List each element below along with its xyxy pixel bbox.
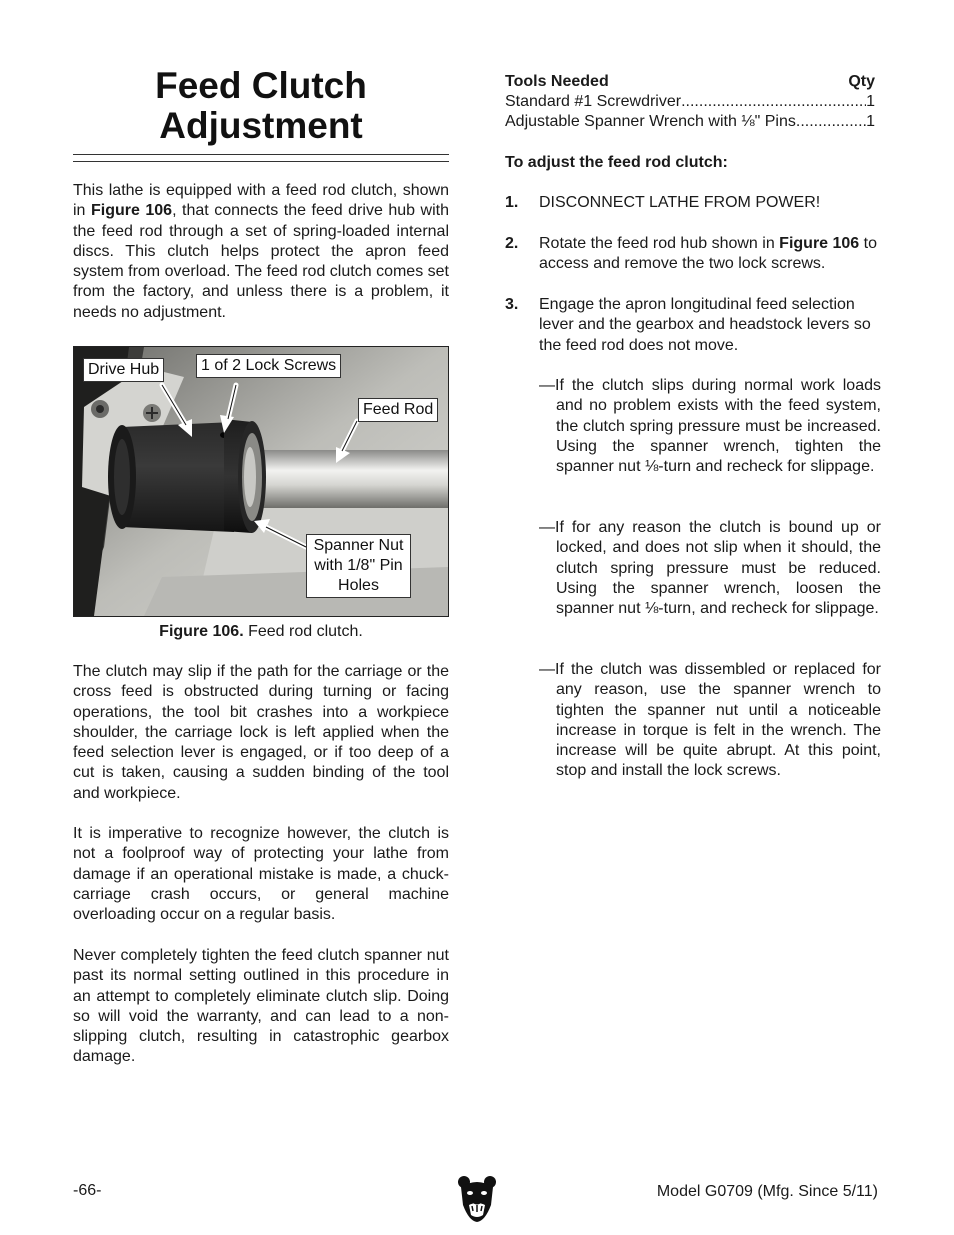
intro-paragraph	[73, 181, 449, 323]
sub-step-dissembled: —If the clutch was dissembled or replaced for any reason, use the spanner wrench to tighten the spanner nut until a noticeable increase in torque is felt in the wrench. The increase will be quite abrupt. At this point, stop and install the lock screws.	[539, 661, 881, 780]
title-rule-bottom	[73, 161, 449, 162]
callout-feed-rod	[358, 398, 438, 422]
figure-caption	[73, 622, 449, 642]
paragraph-clutch-slip: The clutch may slip if the path for the carriage or the cross feed is obstructed during turning or facing operations, the tool bit crashes into a workpiece shoulder, the carriage lock is left applied when the feed selection lever is engaged, or if too deep of a cut is taken, causing a sudden binding of the tool and workpiece.	[73, 663, 449, 802]
tool-item-name: Adjustable Spanner Wrench with ⅛" Pins	[505, 113, 796, 130]
callout-spanner-nut-line-1: Spanner Nut	[313, 537, 404, 554]
tools-needed-header	[505, 72, 875, 92]
step-2-text-after: to access and remove the two lock screws.	[539, 235, 877, 273]
callout-spanner-nut-line-3: Holes	[338, 577, 379, 594]
tool-leader-dots	[796, 112, 866, 132]
callout-spanner-nut-line-2: with 1/8" Pin	[314, 557, 403, 574]
model-info: Model G0709 (Mfg. Since 5/11)	[656, 1183, 878, 1200]
step-2-text-before: Rotate the feed rod hub shown in	[539, 235, 780, 252]
step-2-number: 2.	[505, 235, 519, 252]
tool-item-spanner-wrench	[505, 112, 875, 132]
figure-caption-label: Figure 106.	[159, 623, 244, 640]
tool-item-screwdriver	[505, 92, 875, 112]
step-2-figure-ref: Figure 106	[779, 235, 860, 252]
callout-drive-hub	[83, 358, 164, 382]
tool-item-name: Standard #1 Screwdriver	[505, 93, 682, 110]
step-1-number: 1.	[505, 194, 519, 211]
sub-step-slips: —If the clutch slips during normal work loads and no problem exists with the feed system, the clutch spring pressure must be increased. Using the spanner wrench, tighten the spanner nut ⅛-turn and recheck for slippage.	[539, 377, 881, 476]
step-1-text: DISCONNECT LATHE FROM POWER!	[539, 194, 821, 211]
tool-item-qty: 1	[866, 93, 875, 110]
paragraph-warning: Never completely tighten the feed clutch spanner nut past its normal setting outlined in this procedure in an attempt to completely eliminate clutch slip. Doing so will void the warranty, and can lead to a non-slipping clutch, resulting in catastrophic gearbox damage.	[73, 947, 449, 1066]
page-title	[73, 66, 449, 146]
figure-106-photo	[73, 346, 449, 617]
callout-lock-screws	[196, 354, 341, 378]
sub-step-bound: —If for any reason the clutch is bound up or locked, and does not slip when it should, the clutch spring pressure must be reduced. Using the spanner wrench, loosen the spanner nut ⅛-turn, and recheck for slippage.	[539, 519, 881, 618]
bear-logo-icon	[457, 1175, 497, 1223]
intro-text-after: , that connects the feed drive hub with the feed rod through a set of spring-loaded internal discs. This clutch helps protect the apron feed system from overload. The feed rod clutch comes set from the factory, and unless there is a problem, it needs no adjustment.	[73, 202, 449, 321]
intro-text-before: This lathe is equipped with a feed rod clutch, shown in	[73, 182, 449, 220]
step-2-text	[539, 234, 881, 275]
title-line-1: Feed Clutch	[155, 65, 367, 106]
title-line-2: Adjustment	[159, 105, 363, 146]
figure-caption-text: Feed rod clutch.	[243, 623, 363, 640]
callout-lock-screws-text: 1 of 2 Lock Screws	[201, 357, 337, 374]
callout-drive-hub-text: Drive Hub	[88, 361, 160, 378]
tools-needed-heading: Tools Needed	[505, 73, 609, 90]
tool-item-qty: 1	[866, 113, 875, 130]
paragraph-imperative: It is imperative to recognize however, the clutch is not a foolproof way of protecting your lathe from damage if an operational mistake is made, a chuck-carriage crash occurs, or general machine overloading occur on a regular basis.	[73, 825, 449, 924]
tools-qty-heading: Qty	[848, 73, 875, 90]
tool-leader-dots	[681, 92, 866, 112]
page-number: -66-	[73, 1182, 102, 1199]
callout-feed-rod-text: Feed Rod	[363, 401, 434, 418]
title-rule-top	[73, 154, 449, 155]
callout-spanner-nut	[306, 534, 411, 598]
procedure-heading: To adjust the feed rod clutch:	[505, 154, 728, 171]
step-3-text: Engage the apron longitudinal feed selection lever and the gearbox and headstock levers so the feed rod does not move.	[539, 296, 871, 354]
intro-figure-ref: Figure 106	[90, 202, 173, 220]
step-3-number: 3.	[505, 296, 519, 313]
